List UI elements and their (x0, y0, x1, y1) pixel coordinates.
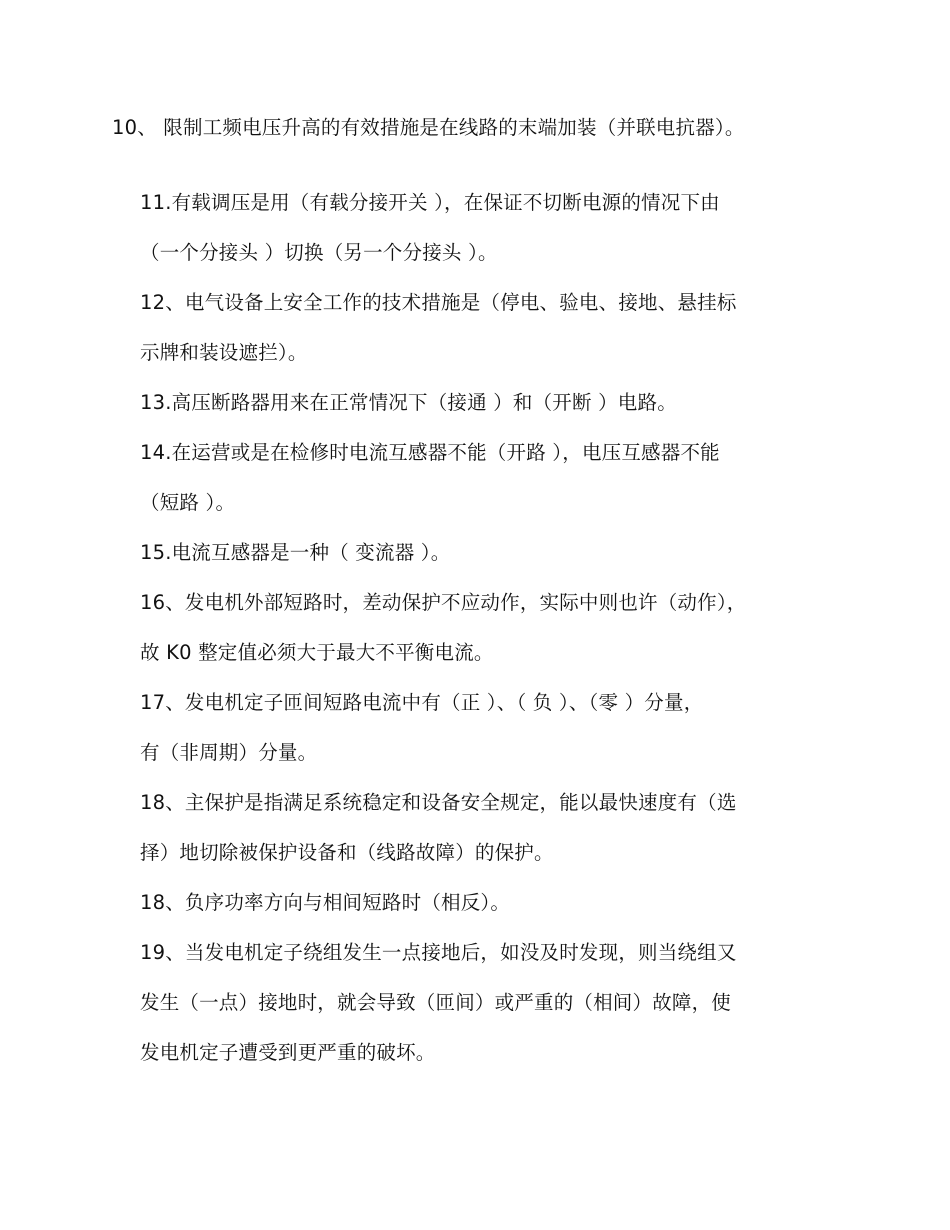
item-16-line-1: 16、发电机外部短路时，差动保护不应动作，实际中则也许（动作）， (140, 591, 747, 614)
item-10-line-1: 10、 限制工频电压升高的有效措施是在线路的末端加装（并联电抗器）。 (112, 116, 745, 139)
item-13-line-1: 13.高压断路器用来在正常情况下（接通 ）和（开断 ）电路。 (140, 391, 677, 414)
item-18-line-2: 择）地切除被保护设备和（线路故障）的保护。 (140, 841, 554, 864)
item-19-line-2: 发生（一点）接地时，就会导致（匝间）或严重的（相间）故障，使 (140, 991, 732, 1014)
item-12-line-1: 12、电气设备上安全工作的技术措施是（停电、验电、接地、悬挂标 (140, 291, 737, 314)
item-18-line-1: 18、主保护是指满足系统稳定和设备安全规定，能以最快速度有（选 (140, 791, 737, 814)
item-19-line-1: 19、当发电机定子绕组发生一点接地后，如没及时发现，则当绕组又 (140, 941, 737, 964)
item-11-line-1: 11.有载调压是用（有载分接开关 ），在保证不切断电源的情况下由 (140, 191, 720, 214)
item-15-line-1: 15.电流互感器是一种（ 变流器 ）。 (140, 541, 451, 564)
item-12-line-2: 示牌和装设遮拦）。 (140, 341, 308, 364)
item-18b-line-1: 18、负序功率方向与相间短路时（相反）。 (140, 891, 511, 914)
item-17-line-2: 有（非周期）分量。 (140, 741, 318, 764)
item-14-line-1: 14.在运营或是在检修时电流互感器不能（开路 ），电压互感器不能 (140, 441, 720, 464)
item-19-line-3: 发电机定子遭受到更严重的破坏。 (140, 1041, 436, 1064)
item-16-line-2: 故 K0 整定值必须大于最大不平衡电流。 (140, 641, 494, 664)
item-11-line-2: （一个分接头 ）切换（另一个分接头 ）。 (140, 241, 498, 264)
item-14-line-2: （短路 ）。 (140, 491, 236, 514)
item-17-line-1: 17、发电机定子匝间短路电流中有（正 ）、（ 负 ）、（零 ）分量， (140, 691, 704, 714)
